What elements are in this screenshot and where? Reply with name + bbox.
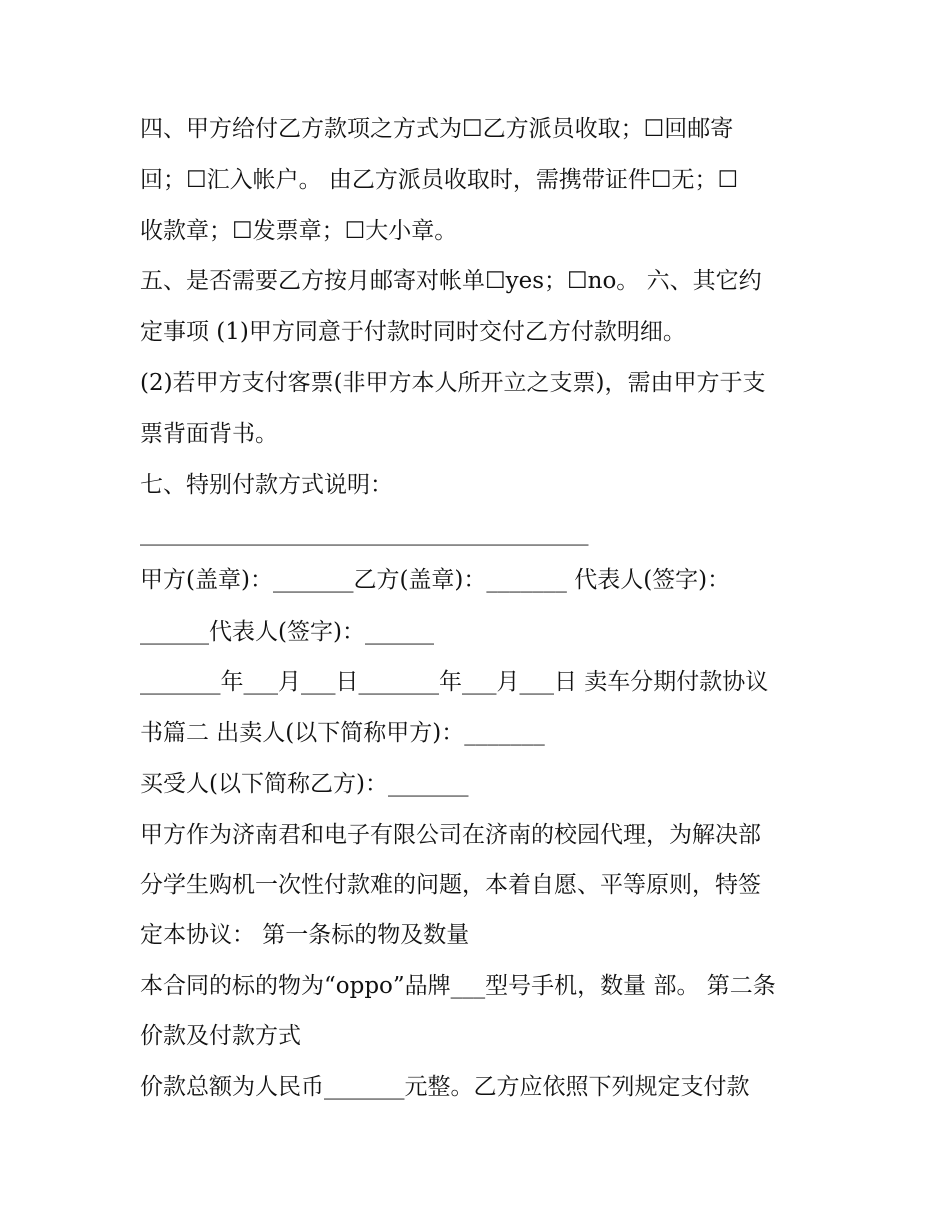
text-line-11: ______代表人(签字)：______: [140, 619, 434, 645]
text-line-14: 买受人(以下简称乙方)：_______: [140, 771, 469, 797]
text-line-7: 票背面背书。: [140, 421, 278, 447]
text-line-20: 价款总额为人民币_______元整。乙方应依照下列规定支付款: [140, 1074, 750, 1100]
text-line-16: 分学生购机一次性付款难的问题，本着自愿、平等原则，特签: [140, 872, 761, 898]
text-line-10: 甲方(盖章)：_______乙方(盖章)：_______ 代表人(签字)：: [140, 567, 731, 593]
text-line-17: 定本协议： 第一条标的物及数量: [140, 922, 470, 948]
text-line-6: (2)若甲方支付客票(非甲方本人所开立之支票)，需由甲方于支: [140, 370, 766, 396]
text-line-4: 五、是否需要乙方按月邮寄对帐单☐yes；☐no。 六、其它约: [140, 268, 762, 294]
text-line-3: 收款章；☐发票章；☐大小章。: [140, 218, 458, 244]
text-line-13: 书篇二 出卖人(以下简称甲方)：_______: [140, 720, 545, 746]
blank-signature-line: _______________________________________: [140, 520, 589, 546]
text-line-15: 甲方作为济南君和电子有限公司在济南的校园代理，为解决部: [140, 822, 761, 848]
text-line-12: _______年___月___日_______年___月___日 卖车分期付款协议: [140, 669, 769, 695]
text-line-18: 本合同的标的物为“oppo”品牌___型号手机，数量 部。 第二条: [140, 973, 776, 999]
text-line-2: 回；☐汇入帐户。 由乙方派员收取时，需携带证件☐无；☐: [140, 167, 739, 193]
text-line-5: 定事项 (1)甲方同意于付款时同时交付乙方付款明细。: [140, 319, 686, 345]
text-line-19: 价款及付款方式: [140, 1023, 301, 1049]
text-line-1: 四、甲方给付乙方款项之方式为☐乙方派员收取；☐回邮寄: [140, 116, 734, 142]
text-line-8: 七、特别付款方式说明：: [140, 472, 393, 498]
